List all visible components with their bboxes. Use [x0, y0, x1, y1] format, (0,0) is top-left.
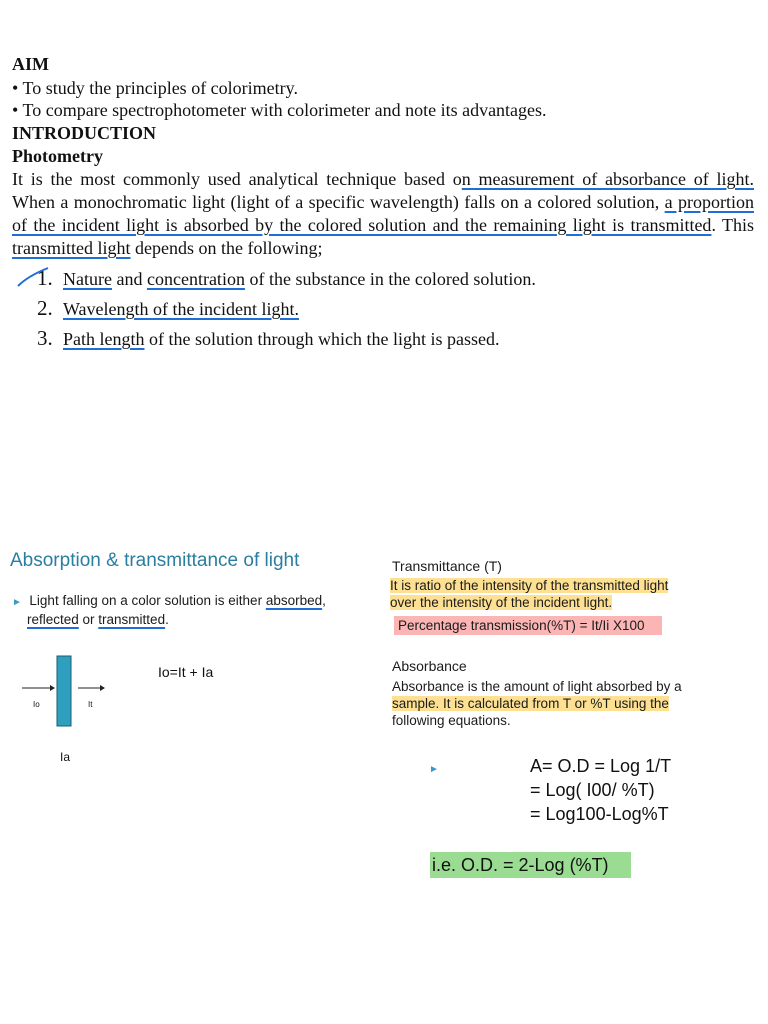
absorbance-line-2: sample. It is calculated from T or %T using the [392, 696, 669, 711]
bullet-reflected: reflected [27, 612, 79, 627]
absorbance-line-3: following equations. [392, 713, 511, 728]
transmittance-line-1: It is ratio of the intensity of the transmitted light [390, 578, 669, 593]
label-transmitted: It [88, 700, 93, 709]
absorbance-definition [392, 678, 682, 729]
transmitted-arrowhead-icon [100, 685, 105, 691]
slide-title: Absorption & transmittance of light [10, 550, 300, 571]
aim-heading: AIM [12, 54, 49, 74]
factor-text: of the solution through which the light is passed. [144, 329, 500, 349]
introduction-heading: INTRODUCTION [12, 123, 157, 143]
bullet-text: , [322, 593, 326, 608]
factor-text: of the substance in the colored solution. [244, 269, 536, 289]
factor-2 [37, 296, 299, 321]
transmittance-formula [394, 617, 662, 634]
intensity-equation: Io=It + Ia [158, 664, 214, 680]
equation-2: = Log( I00/ %T) [530, 780, 655, 800]
para-underlined-proportion: a proportion of the incident light is absorbed by the colored solution and the remaining light is transmitted [12, 192, 755, 235]
cuvette-diagram [20, 650, 120, 730]
label-incident: Io [33, 700, 40, 709]
para-text: When a monochromatic light (light of a specific wavelength) falls on a colored solution, [12, 192, 665, 212]
aim-bullet-2: • To compare spectrophotometer with colorimeter and note its advantages. [12, 100, 547, 120]
bullet-arrow-icon: ► [12, 597, 22, 608]
absorbance-line-1: Absorbance is the amount of light absorbed by a [392, 679, 682, 694]
photometry-subheading: Photometry [12, 146, 103, 166]
para-underlined-absorbance: n measurement of absorbance of light. [461, 169, 755, 189]
equation-1: A= O.D = Log 1/T [530, 756, 672, 776]
para-text: It is the most commonly used analytical technique based o [12, 169, 462, 189]
factor-text: and [111, 269, 147, 289]
transmittance-definition [390, 577, 668, 611]
bullet-text: . [165, 612, 169, 627]
label-absorbed: Ia [60, 750, 71, 764]
factor-3 [37, 326, 499, 351]
od-formula: i.e. O.D. = 2-Log (%T) [430, 852, 631, 878]
factor-concentration: concentration [146, 269, 245, 289]
equation-arrow-icon: ► [429, 764, 439, 775]
transmittance-heading: Transmittance (T) [392, 558, 502, 574]
para-text: depends on the following; [130, 238, 323, 258]
bullet-transmitted: transmitted [98, 612, 166, 627]
factor-path-length: Path length [63, 329, 145, 349]
factor-wavelength: Wavelength of the incident light. [63, 299, 299, 319]
cuvette [57, 656, 71, 726]
equation-3: = Log100-Log%T [530, 804, 669, 824]
factor-1 [37, 266, 536, 291]
bullet-text: or [78, 612, 99, 627]
slide-bullet [12, 592, 372, 628]
factor-number: 2. [37, 296, 53, 320]
transmittance-line-2: over the intensity of the incident light. [390, 595, 613, 610]
bullet-text: Light falling on a color solution is either [29, 593, 266, 608]
final-equation [430, 855, 631, 876]
percentage-transmission: Percentage transmission(%T) = It/Ii X100 [394, 616, 662, 635]
incident-arrowhead-icon [50, 685, 55, 691]
para-underlined-transmitted: transmitted light [12, 238, 131, 258]
factor-number: 1. [37, 266, 53, 290]
absorbance-heading: Absorbance [392, 658, 467, 674]
factor-number: 3. [37, 326, 53, 350]
bullet-absorbed: absorbed [265, 593, 323, 608]
photometry-paragraph [12, 168, 754, 260]
factor-nature: Nature [63, 269, 112, 289]
aim-bullet-1: • To study the principles of colorimetry. [12, 78, 298, 98]
para-text: . This [711, 215, 754, 235]
